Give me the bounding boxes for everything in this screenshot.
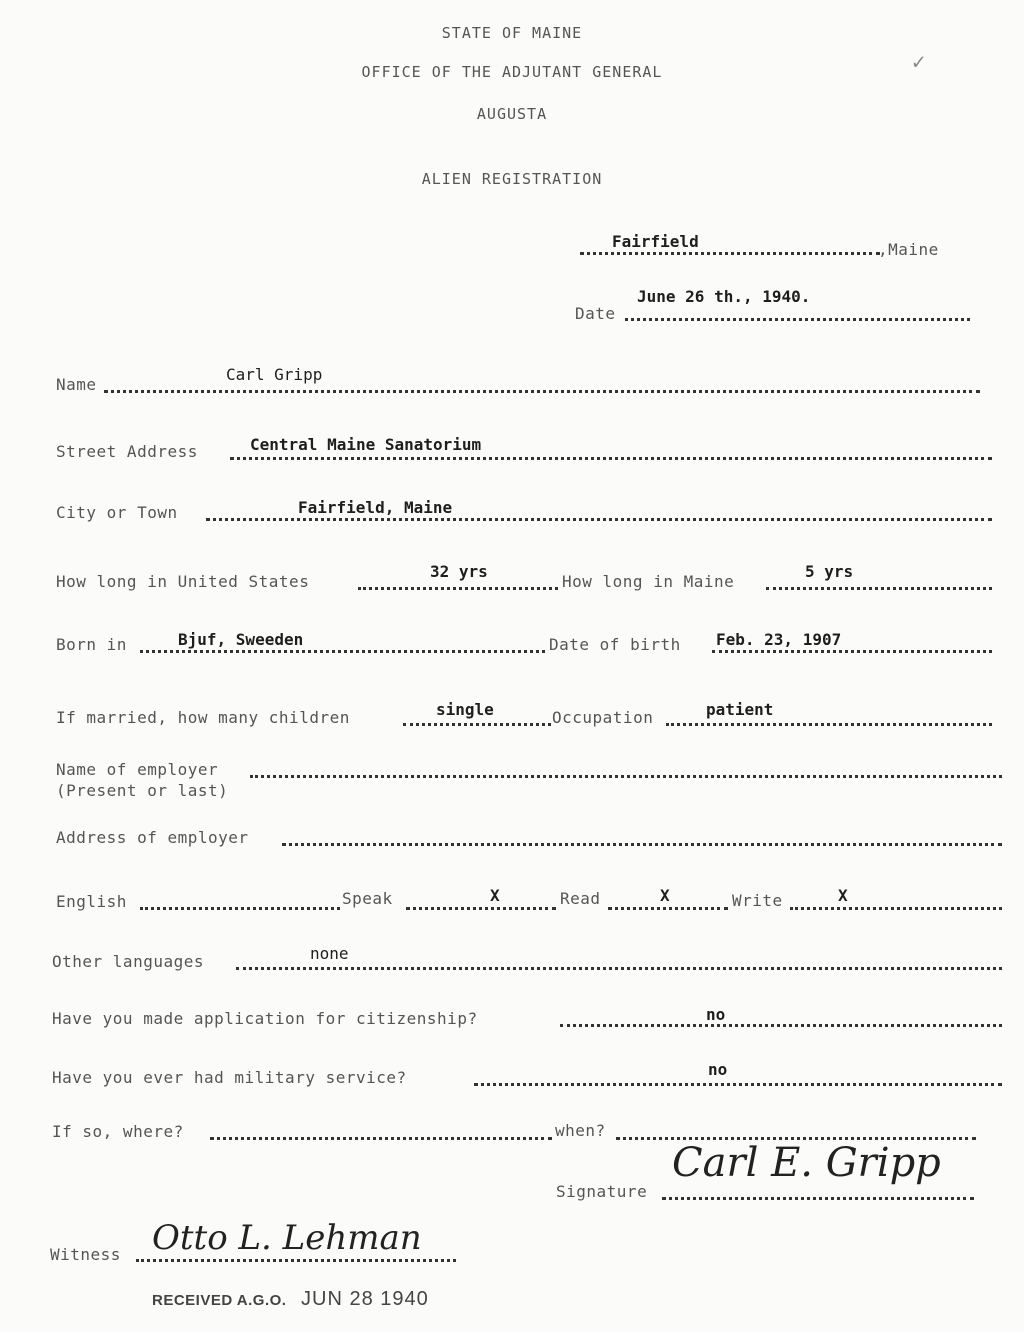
us-years-label: How long in United States — [56, 572, 310, 591]
speak-value: X — [490, 886, 500, 905]
employer-sub-label: (Present or last) — [56, 781, 229, 800]
us-years-value: 32 yrs — [430, 562, 488, 581]
street-label: Street Address — [56, 442, 198, 461]
stamp-date-text: JUN 28 1940 — [301, 1288, 429, 1310]
born-value: Bjuf, Sweeden — [178, 630, 304, 649]
city-label: City or Town — [56, 503, 178, 522]
us-years-line — [358, 587, 558, 590]
military-label: Have you ever had military service? — [52, 1068, 407, 1087]
witness-value: Otto L. Lehman — [152, 1218, 422, 1258]
name-line — [104, 390, 980, 393]
citizenship-value: no — [706, 1005, 726, 1024]
other-languages-line — [236, 967, 1002, 970]
english-label: English — [56, 892, 127, 911]
occupation-label: Occupation — [552, 708, 654, 727]
write-line — [790, 907, 1002, 910]
write-label: Write — [732, 891, 783, 910]
children-value: single — [436, 700, 494, 719]
maine-years-value: 5 yrs — [805, 562, 854, 581]
children-line — [403, 723, 551, 726]
form-title: ALIEN REGISTRATION — [421, 170, 603, 188]
speak-line — [406, 907, 556, 910]
employer-address-line — [282, 843, 1002, 846]
header-office: OFFICE OF THE ADJUTANT GENERAL — [361, 63, 663, 81]
street-value: Central Maine Sanatorium — [250, 435, 482, 454]
occupation-value: patient — [706, 700, 774, 719]
citizenship-line — [560, 1024, 1002, 1027]
town-value: Fairfield — [612, 232, 699, 251]
employer-address-label: Address of employer — [56, 828, 249, 847]
date-label: Date — [575, 304, 616, 323]
speak-label: Speak — [342, 889, 393, 908]
signature-value: Carl E. Gripp — [672, 1140, 941, 1186]
header-state: STATE OF MAINE — [441, 24, 583, 42]
street-line — [230, 457, 992, 460]
dob-label: Date of birth — [549, 635, 681, 654]
employer-label: Name of employer — [56, 760, 219, 779]
signature-label: Signature — [556, 1182, 648, 1201]
date-line — [625, 318, 970, 321]
read-line — [608, 907, 728, 910]
received-stamp — [152, 1288, 429, 1311]
state-suffix: ,Maine — [878, 240, 939, 259]
stamp-received-text: RECEIVED A.G.O. — [152, 1292, 287, 1309]
children-label: If married, how many children — [56, 708, 350, 727]
name-label: Name — [56, 375, 97, 394]
military-value: no — [708, 1060, 728, 1079]
check-mark-icon: ✓ — [912, 50, 926, 75]
maine-years-label: How long in Maine — [562, 572, 735, 591]
born-label: Born in — [56, 635, 127, 654]
header-city: AUGUSTA — [476, 105, 548, 123]
dob-line — [712, 650, 992, 653]
where-line — [210, 1137, 552, 1140]
town-line — [580, 252, 880, 255]
read-value: X — [660, 886, 670, 905]
city-line — [206, 518, 992, 521]
when-label: when? — [555, 1121, 606, 1140]
english-line — [140, 907, 340, 910]
maine-years-line — [766, 587, 992, 590]
occupation-line — [666, 723, 992, 726]
write-value: X — [838, 886, 848, 905]
witness-line — [136, 1259, 456, 1262]
other-languages-value: none — [310, 944, 349, 963]
other-languages-label: Other languages — [52, 952, 204, 971]
city-value: Fairfield, Maine — [298, 498, 453, 517]
date-value: June 26 th., 1940. — [637, 287, 811, 306]
citizenship-label: Have you made application for citizenship? — [52, 1009, 478, 1028]
where-label: If so, where? — [52, 1122, 184, 1141]
military-line — [474, 1083, 1002, 1086]
employer-line — [250, 775, 1002, 778]
born-line — [140, 650, 545, 653]
read-label: Read — [560, 889, 601, 908]
dob-value: Feb. 23, 1907 — [716, 630, 842, 649]
witness-label: Witness — [50, 1245, 121, 1264]
signature-line — [662, 1197, 974, 1200]
name-value: Carl Gripp — [226, 365, 323, 384]
